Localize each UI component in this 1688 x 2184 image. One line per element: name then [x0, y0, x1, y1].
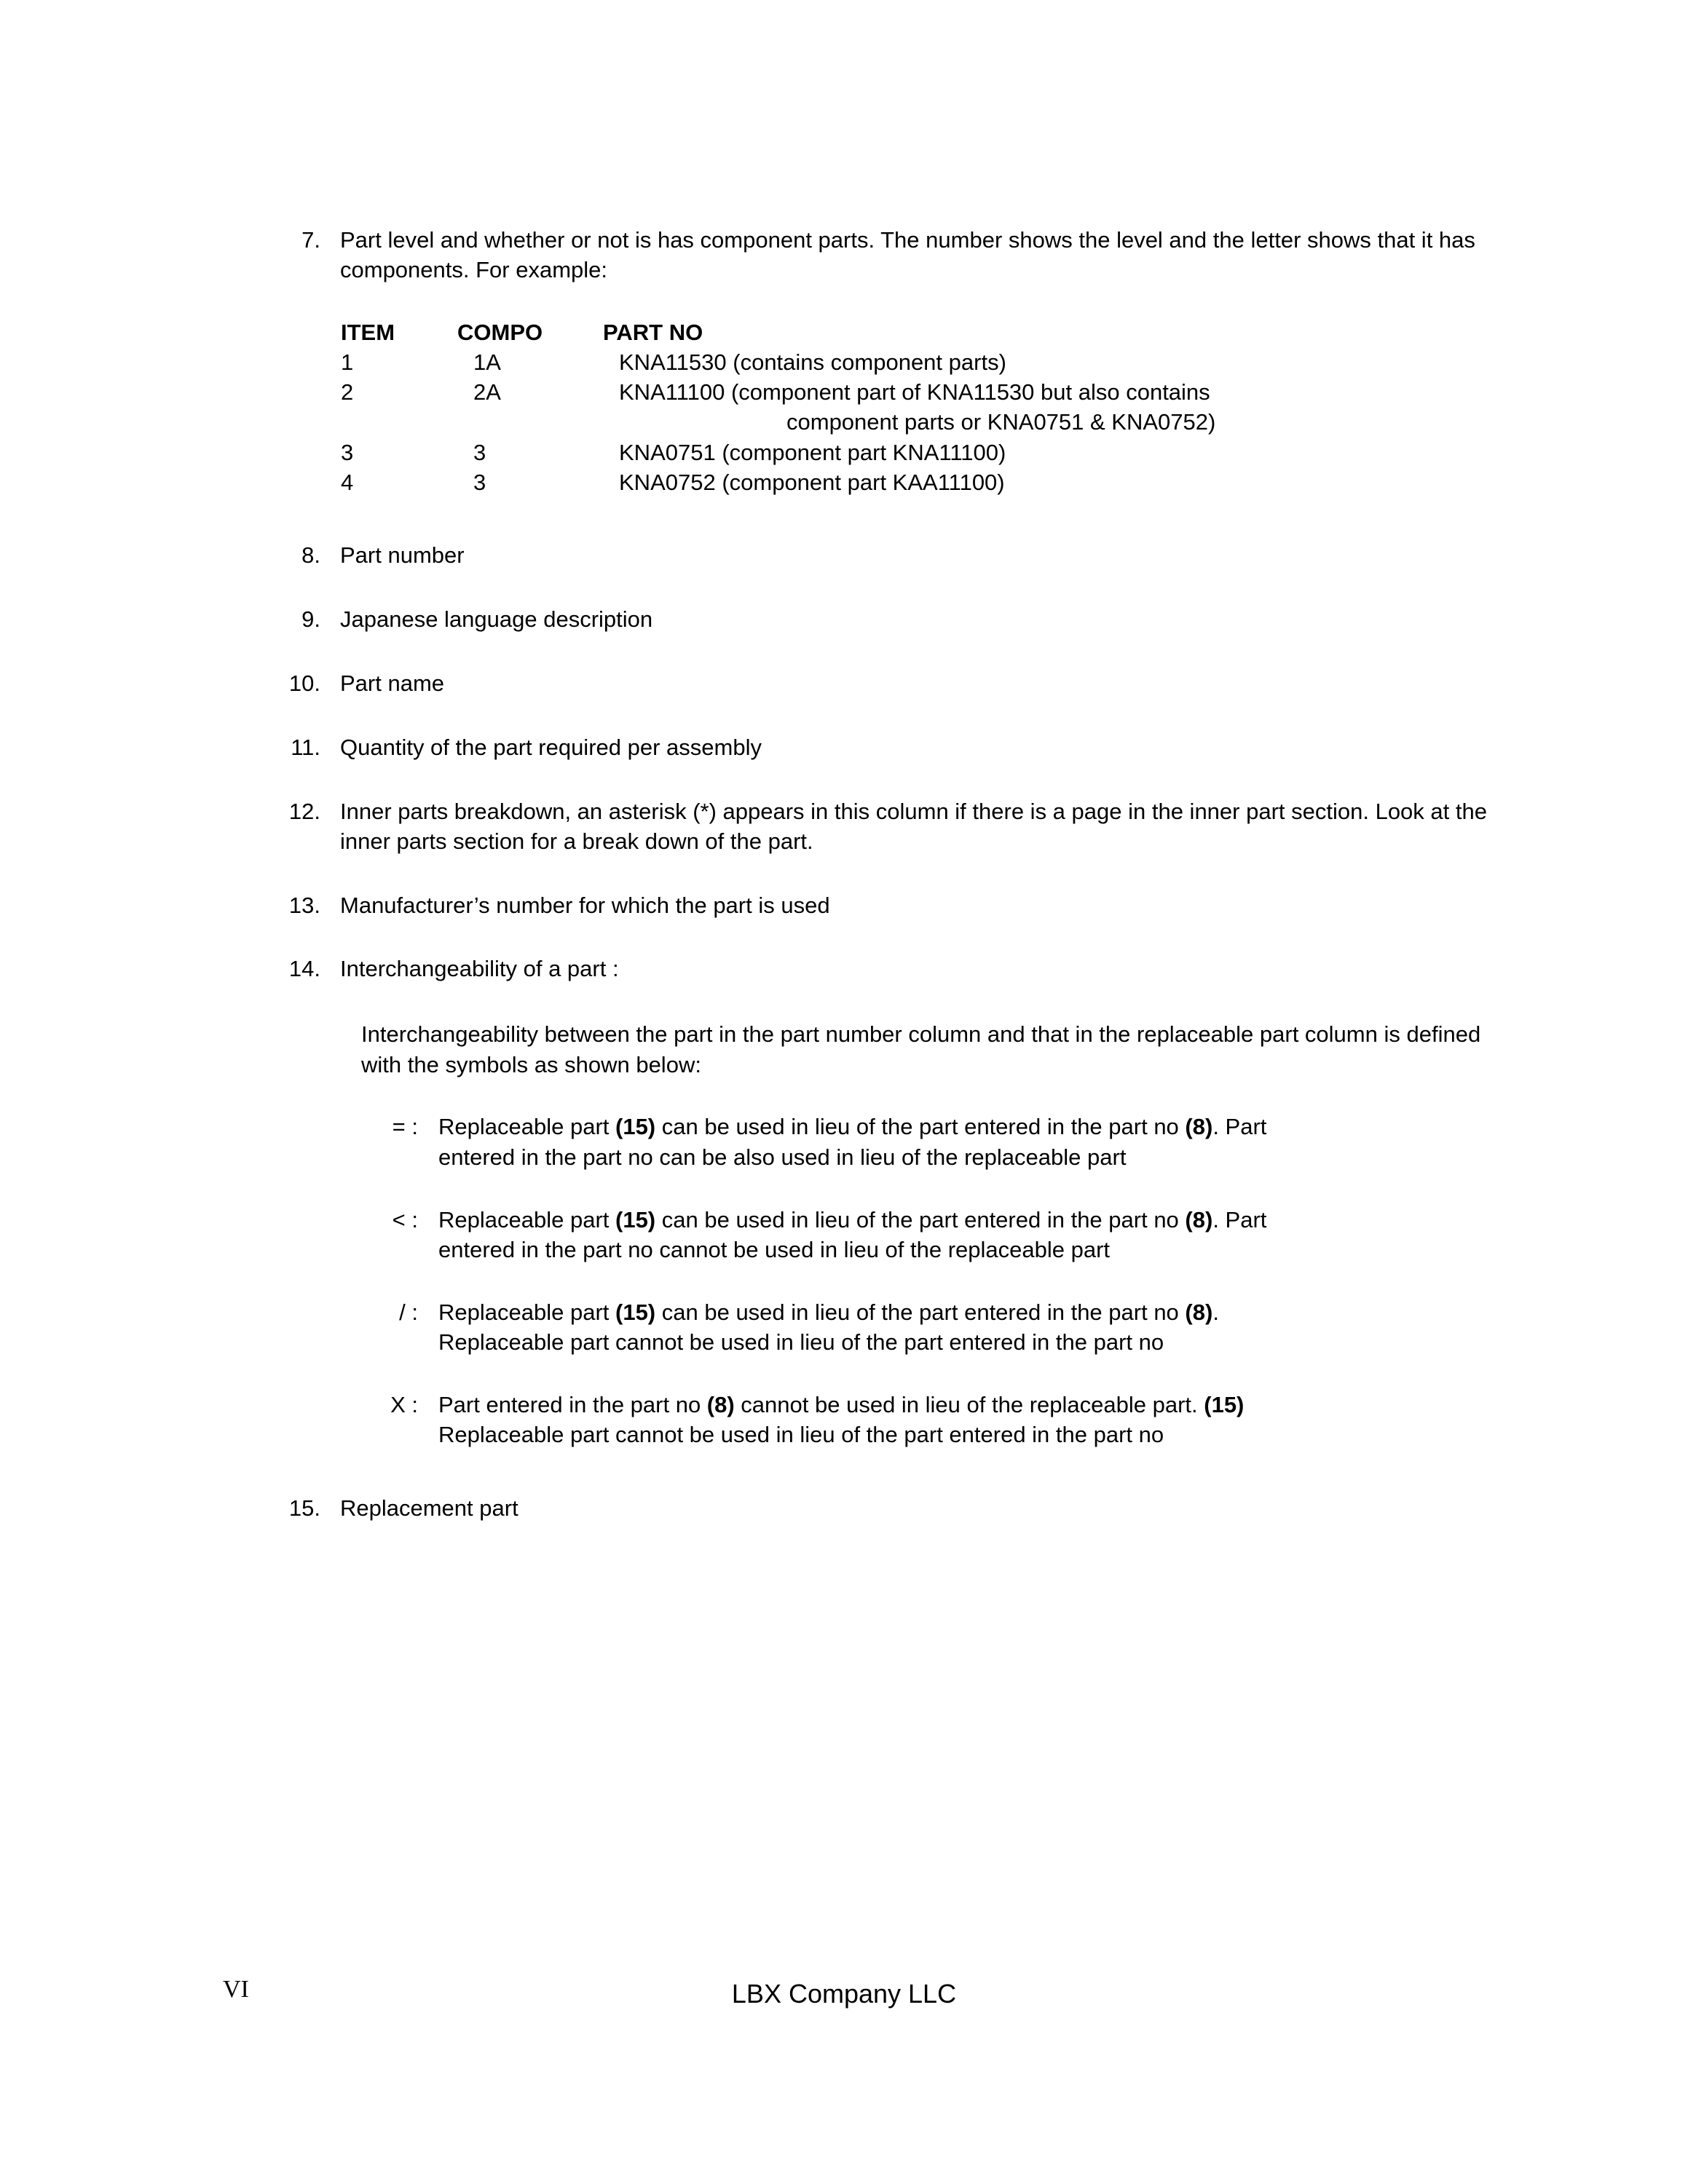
- cell-compo: 3: [473, 439, 486, 465]
- cell-part-no: KNA0752 (component part KAA11100): [619, 469, 1005, 495]
- symbol-text-line2: entered in the part no can be also used in lieu of the replaceable part: [438, 1144, 1127, 1170]
- symbol-ref: (15): [615, 1206, 656, 1233]
- symbol-ref: (8): [1185, 1299, 1213, 1325]
- cell-part-no: KNA0751 (component part KNA11100): [619, 439, 1006, 465]
- symbol-ref: (15): [1204, 1391, 1245, 1417]
- symbol-text-line2: entered in the part no cannot be used in lieu of the replaceable part: [438, 1237, 1111, 1263]
- list-item-number: 10.: [288, 670, 320, 696]
- cell-item: 4: [341, 469, 354, 495]
- symbol-ref: (8): [1185, 1206, 1213, 1233]
- symbol-description: [418, 1112, 1494, 1172]
- cell-part-no-continuation: component parts or KNA0751 & KNA0752): [786, 409, 1216, 435]
- symbol-text-part: can be used in lieu of the part entered in the part no: [655, 1114, 1186, 1140]
- list-item-number: 11.: [291, 734, 320, 760]
- list-item-number: 8.: [301, 542, 320, 569]
- cell-part-no: KNA11100 (component part of KNA11530 but also contains: [619, 379, 1210, 405]
- symbol-text-part: .: [1212, 1299, 1219, 1325]
- symbol-definition-row: [361, 1390, 1494, 1450]
- list-item: [271, 891, 1494, 921]
- table-row: [341, 347, 1494, 377]
- symbol-ref: (8): [1185, 1114, 1213, 1140]
- symbol-description: [418, 1297, 1494, 1358]
- symbol-text-part: . Part: [1212, 1206, 1267, 1233]
- cell-item: 1: [341, 349, 354, 376]
- list-item: [271, 605, 1494, 635]
- cell-item: 3: [341, 439, 354, 465]
- symbol-definition-row: [361, 1205, 1494, 1265]
- symbol-ref: (8): [706, 1391, 735, 1417]
- page-number: VI: [223, 1976, 249, 2003]
- column-header-compo: COMPO: [457, 319, 543, 345]
- list-item-text: Part name: [340, 670, 445, 696]
- example-table: [341, 317, 1494, 497]
- symbol-label: X :: [390, 1391, 418, 1417]
- list-item: [271, 733, 1494, 763]
- list-item-number: 14.: [288, 956, 320, 982]
- symbol-text-line2: Replaceable part cannot be used in lieu of the part entered in the part no: [438, 1422, 1164, 1448]
- symbol-text-part: Replaceable part: [438, 1206, 615, 1233]
- list-item-number: 7.: [301, 227, 320, 253]
- cell-part-no: KNA11530 (contains component parts): [619, 349, 1006, 376]
- footer-company-name: LBX Company LLC: [731, 1979, 957, 2009]
- table-row: [341, 467, 1494, 497]
- column-header-part-no: PART NO: [603, 319, 703, 345]
- symbol-text-part: Replaceable part: [438, 1299, 615, 1325]
- list-item: [271, 669, 1494, 699]
- symbol-text-line2: Replaceable part cannot be used in lieu of the part entered in the part no: [438, 1329, 1164, 1356]
- symbol-label: / :: [399, 1299, 418, 1325]
- symbol-ref: (15): [615, 1299, 656, 1325]
- symbol-text-part: can be used in lieu of the part entered in the part no: [655, 1299, 1186, 1325]
- symbol-text-part: Part entered in the part no: [438, 1391, 707, 1417]
- cell-compo: 1A: [473, 349, 501, 376]
- cell-compo: 2A: [473, 379, 501, 405]
- list-item-text: Manufacturer’s number for which the part is used: [340, 892, 830, 918]
- table-row: [341, 377, 1494, 407]
- symbol-text-part: cannot be used in lieu of the replaceable part.: [734, 1391, 1204, 1417]
- list-item: [271, 797, 1494, 857]
- interchangeability-block: [361, 1019, 1494, 1449]
- symbol-description: [418, 1205, 1494, 1265]
- list-item: [271, 954, 1494, 984]
- symbol-ref: (15): [615, 1114, 656, 1140]
- column-header-item: ITEM: [341, 319, 395, 345]
- list-item-text: Japanese language description: [340, 606, 653, 633]
- symbol-text-part: Replaceable part: [438, 1114, 615, 1140]
- list-item-text: Quantity of the part required per assembly: [340, 734, 762, 760]
- list-item-number: 12.: [288, 798, 320, 824]
- list-item-number: 13.: [288, 892, 320, 918]
- list-item-text: Replacement part: [340, 1495, 518, 1521]
- list-item-number: 9.: [301, 606, 320, 633]
- list-item-text: Part number: [340, 542, 465, 569]
- symbol-text-part: can be used in lieu of the part entered in the part no: [655, 1206, 1186, 1233]
- cell-compo: 3: [473, 469, 486, 495]
- symbol-description: [418, 1390, 1494, 1450]
- symbol-definition-row: [361, 1297, 1494, 1358]
- table-row: [341, 438, 1494, 467]
- interchangeability-intro: Interchangeability between the part in the part number column and that in the replaceable part column is defined with the symbols as shown below:: [361, 1021, 1481, 1077]
- document-body: [271, 226, 1494, 1524]
- symbol-definition-row: [361, 1112, 1494, 1172]
- symbol-text-part: . Part: [1212, 1114, 1267, 1140]
- symbol-label: = :: [392, 1114, 418, 1140]
- list-item-text: Interchangeability of a part :: [340, 956, 619, 982]
- table-row-continuation: [341, 407, 1494, 437]
- list-item-number: 15.: [288, 1495, 320, 1521]
- cell-item: 2: [341, 379, 354, 405]
- list-item: [271, 541, 1494, 571]
- list-item-text: Part level and whether or not is has component parts. The number shows the level and the letter shows that it has components. For example:: [340, 227, 1475, 282]
- list-item-text: Inner parts breakdown, an asterisk (*) appears in this column if there is a page in the inner part section. Look at the inner parts section for a break down of the part.: [340, 798, 1487, 854]
- list-item: [271, 226, 1494, 285]
- table-header-row: [341, 317, 1494, 347]
- symbol-label: < :: [392, 1206, 418, 1233]
- list-item: [271, 1494, 1494, 1524]
